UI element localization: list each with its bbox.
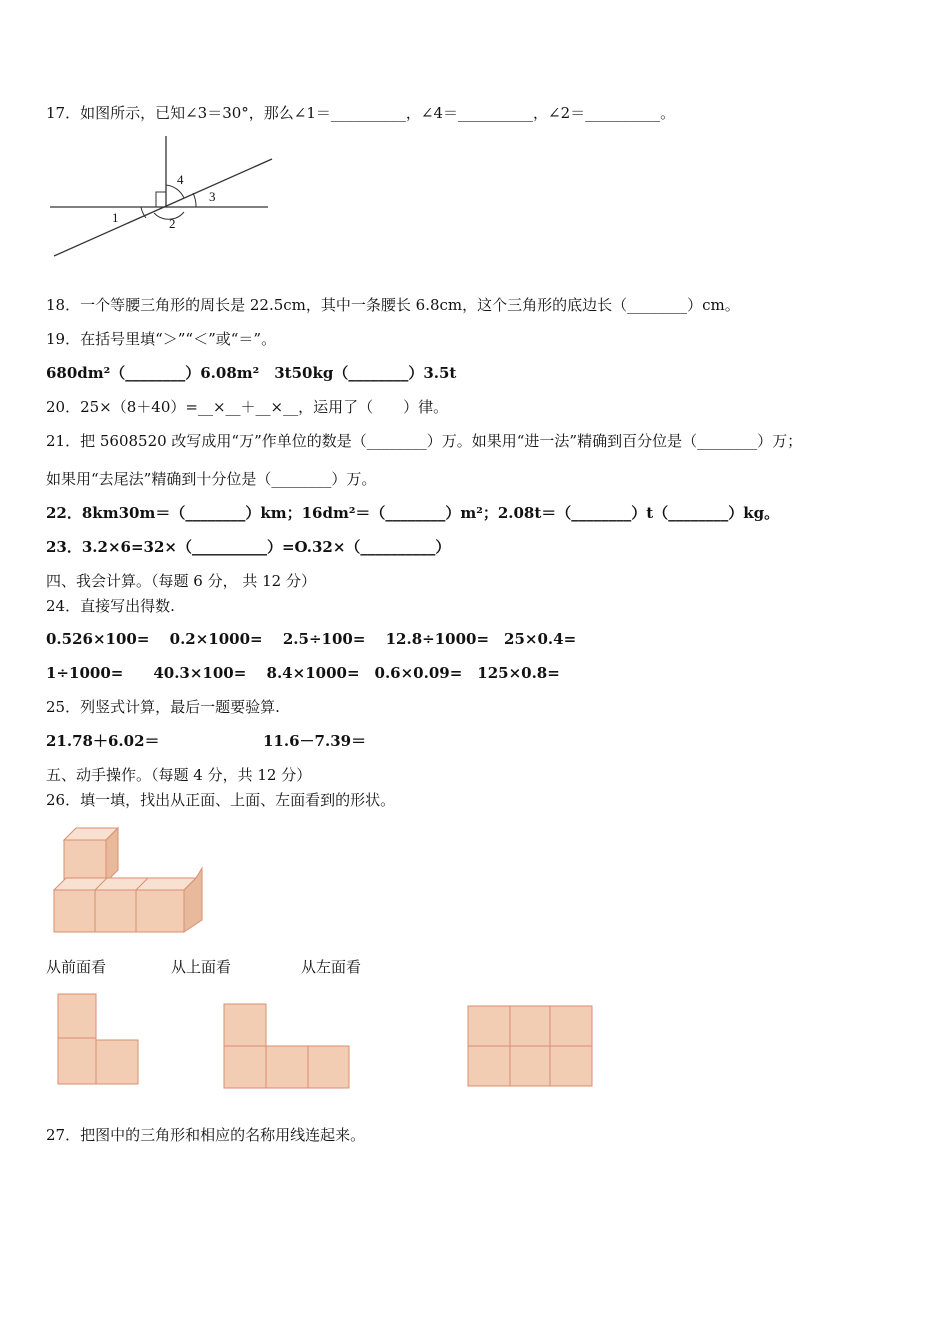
view-square xyxy=(510,1006,550,1046)
view-square xyxy=(58,994,96,1038)
question-19-items: 680dm²（________）6.08m² 3t50kg（________）3.5t xyxy=(46,364,457,382)
question-17: 17．如图所示，已知∠3＝30°，那么∠1＝__________，∠4＝__________，∠2＝__________。 xyxy=(46,104,676,122)
view-square xyxy=(550,1006,592,1046)
view-square xyxy=(266,1046,308,1088)
question-20: 20．25×（8＋40）=__×__＋__×__，运用了（ ）律。 xyxy=(46,398,449,416)
question-19: 19．在括号里填“＞”“＜”或“＝”。 xyxy=(46,330,277,348)
cube-front-face xyxy=(136,890,184,932)
view-label-top: 从上面看 xyxy=(171,958,232,976)
question-24-row-1: 0.526×100= 0.2×1000= 2.5÷100= 12.8÷1000= 25×0.4= xyxy=(46,630,577,648)
question-26: 26．填一填，找出从正面、上面、左面看到的形状。 xyxy=(46,791,396,809)
view-label-left: 从左面看 xyxy=(301,958,362,976)
question-24: 24．直接写出得数. xyxy=(46,597,175,615)
question-25-item-2: 11.6－7.39＝ xyxy=(263,732,367,750)
cube-stack-figure xyxy=(48,824,208,936)
angle-arc-3 xyxy=(193,193,196,207)
view-square xyxy=(224,1046,266,1088)
view-square xyxy=(550,1046,592,1086)
section-4-heading: 四、我会计算。（每题 6 分， 共 12 分） xyxy=(46,572,316,590)
question-21-part-a: 21．把 5608520 改写成用“万”作单位的数是（________）万。如果用“进一法”精确到百分位是（________）万； xyxy=(46,432,803,450)
question-18: 18．一个等腰三角形的周长是 22.5cm，其中一条腰长 6.8cm，这个三角形的底边长（________）cm。 xyxy=(46,296,740,314)
section-5-heading: 五、动手操作。（每题 4 分，共 12 分） xyxy=(46,766,312,784)
question-25-item-1: 21.78＋6.02＝ xyxy=(46,732,160,750)
question-21-part-b: 如果用“去尾法”精确到十分位是（________）万。 xyxy=(46,470,377,488)
question-27: 27．把图中的三角形和相应的名称用线连起来。 xyxy=(46,1126,366,1144)
question-23: 23．3.2×6=32×（__________）=O.32×（__________） xyxy=(46,538,451,556)
cube-front-face xyxy=(54,890,95,932)
right-angle-mark xyxy=(156,192,166,207)
front-view-figure xyxy=(56,992,156,1092)
view-square xyxy=(510,1046,550,1086)
question-24-row-2: 1÷1000= 40.3×100= 8.4×1000= 0.6×0.09= 125×0.8= xyxy=(46,664,560,682)
angle-label-2: 2 xyxy=(169,216,176,231)
view-square xyxy=(308,1046,349,1088)
view-square xyxy=(96,1040,138,1084)
angle-label-3: 3 xyxy=(209,189,216,204)
cube-top-face xyxy=(54,878,196,890)
view-square xyxy=(468,1006,510,1046)
angle-label-4: 4 xyxy=(177,172,184,187)
question-22: 22．8km30m＝（________）km；16dm²＝（________）m²；2.08t＝（________）t（________）kg。 xyxy=(46,504,780,522)
view-square xyxy=(58,1038,96,1084)
cube-front-face xyxy=(64,840,106,882)
view-label-front: 从前面看 xyxy=(46,958,107,976)
top-view-figure xyxy=(222,1002,362,1102)
view-square xyxy=(224,1004,266,1046)
question-25: 25．列竖式计算，最后一题要验算. xyxy=(46,698,280,716)
angle-diagram xyxy=(46,130,286,265)
view-square xyxy=(468,1046,510,1086)
left-view-figure xyxy=(466,1004,606,1104)
cube-front-face xyxy=(95,890,136,932)
angle-label-1: 1 xyxy=(112,210,119,225)
